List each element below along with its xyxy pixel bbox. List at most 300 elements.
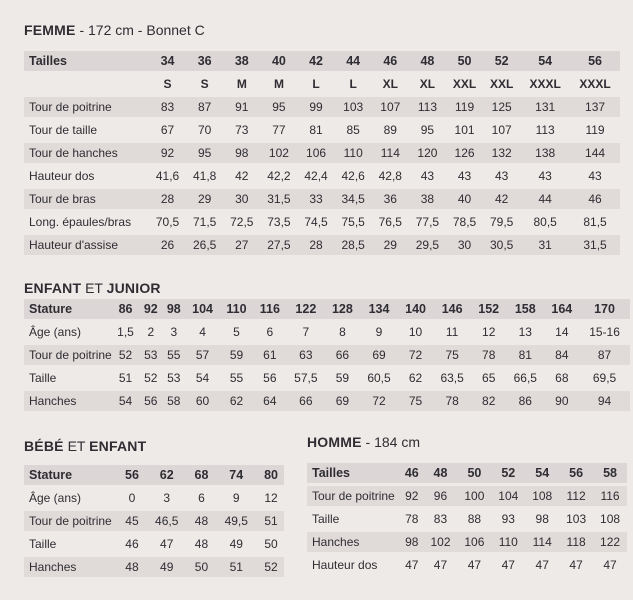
enfant-row-cell: 59 [220,345,253,365]
femme-row-cell: 77,5 [415,215,440,229]
femme-row-cell: 75,5 [341,215,365,229]
homme-row-label: Tour de poitrine [307,486,400,506]
enfant-header-row [24,299,630,319]
homme-row-cell: 78 [405,512,419,526]
femme-row-cell: 101 [454,123,475,137]
femme-row [24,97,620,117]
homme-row-cell: 47 [569,558,583,572]
femme-row-cell: 114 [372,143,409,163]
bebe-row-cell: 12 [264,491,278,505]
enfant-row-cell: 56 [139,391,162,411]
femme-row-cell: 131 [520,97,570,117]
femme-row-cell: 79,5 [490,215,514,229]
femme-row-cell: 34,5 [335,189,372,209]
homme-row-cell: 93 [501,512,515,526]
homme-header-row-cell: 48 [424,463,458,483]
homme-row-cell: 83 [433,512,448,526]
enfant-row-cell: 69 [360,345,399,365]
enfant-row-cell: 62 [408,371,423,385]
bebe-row [24,557,284,577]
femme-row-cell: 92 [149,143,186,163]
femme-row-cell: 30 [446,235,483,255]
enfant-header-row-cell: 116 [253,299,286,319]
femme-header-row-cell: 56 [570,51,620,71]
femme-row-cell: 28 [298,235,335,255]
enfant-row-cell: 52 [144,371,158,385]
femme-row-cell: 42,6 [341,169,365,183]
enfant-row-cell: 53 [139,345,162,365]
femme-row-cell: 78,5 [452,215,477,229]
homme-row-cell: 112 [559,486,593,506]
femme-row-cell: 74,5 [304,215,328,229]
enfant-header-row-cell: 110 [220,299,253,319]
femme-row-cell: 38 [409,189,446,209]
bebe-title-mid: ET [63,438,90,454]
enfant-row-cell: 87 [579,345,630,365]
homme-row-cell: 114 [525,532,559,552]
femme-row-cell: 144 [570,143,620,163]
homme-header-row-cell: 46 [400,463,424,483]
bebe-header-row [24,465,284,485]
enfant-row-cell: 51 [118,371,133,385]
enfant-row [24,322,630,342]
enfant-row-cell: 66 [287,391,326,411]
femme-row-label: Long. épaules/bras [29,215,132,229]
enfant-row-cell: 94 [579,391,630,411]
homme-header-row-label: Tailles [307,463,400,483]
bebe-row-cell: 46 [125,537,139,551]
homme-row [307,555,627,575]
femme-row-label: Tour de hanches [24,143,149,163]
enfant-row-cell: 62 [220,391,253,411]
femme-row-cell: 138 [520,143,570,163]
homme-header-row-cell: 52 [491,463,525,483]
femme-row-cell: 29 [372,235,409,255]
femme-row-cell: 113 [535,123,555,137]
enfant-row-cell: 72 [360,391,399,411]
femme-row-cell: 87 [186,97,223,117]
enfant-row-cell: 56 [263,371,277,385]
femme-row-cell: 67 [160,123,175,137]
bebe-row-cell: 48 [189,511,215,531]
femme-letter-row-cell: S [163,77,172,91]
enfant-row-cell: 69,5 [592,371,617,385]
femme-row [24,212,620,232]
bebe-row-label: Âge (ans) [29,491,82,505]
homme-row-cell: 47 [501,558,515,572]
femme-row-cell: 95 [420,123,435,137]
femme-row-cell: 132 [483,143,520,163]
homme-row-cell: 47 [535,558,549,572]
enfant-row-cell: 54 [195,371,210,385]
femme-row-cell: 70 [198,123,212,137]
homme-row-cell: 110 [491,532,525,552]
enfant-row [24,391,630,411]
femme-row-cell: 43 [495,169,509,183]
femme-row-cell: 27 [223,235,260,255]
enfant-row-cell: 75 [398,391,433,411]
homme-row-cell: 47 [467,558,482,572]
femme-header-row-cell: 46 [372,51,409,71]
enfant-row-cell: 12 [482,325,496,339]
enfant-row-cell: 72 [398,345,433,365]
enfant-row-cell: 55 [229,371,244,385]
femme-letter-row-label [24,74,149,94]
femme-row [24,189,620,209]
femme-letter-row-cell: XL [419,77,436,91]
enfant-row-cell: 10 [408,325,423,339]
femme-row-cell: 72,5 [230,215,254,229]
bebe-row-label: Hanches [24,557,119,577]
enfant-row-cell: 65 [482,371,496,385]
femme-header-row-cell: 42 [298,51,335,71]
enfant-row-cell: 78 [433,391,472,411]
homme-header-row [307,463,627,483]
homme-row-cell: 47 [405,558,419,572]
femme-row-cell: 40 [446,189,483,209]
bebe-row-cell: 50 [189,557,215,577]
enfant-row-cell: 1,5 [117,325,134,339]
enfant-row-label: Hanches [24,391,112,411]
homme-header-row-cell: 58 [593,463,627,483]
homme-row [307,486,627,506]
enfant-row-cell: 14 [555,325,569,339]
femme-row-cell: 26 [149,235,186,255]
femme-letter-row-cell: XXL [452,77,477,91]
enfant-row-cell: 59 [335,371,350,385]
femme-letter-row [24,74,620,94]
femme-row-cell: 30,5 [483,235,520,255]
femme-row-label: Hauteur dos [29,169,95,183]
enfant-row-cell: 66 [325,345,360,365]
femme-row-cell: 102 [260,143,297,163]
femme-row-cell: 77 [272,123,286,137]
enfant-row-cell: 64 [253,391,286,411]
homme-row-cell: 88 [467,512,482,526]
enfant-row-cell: 63 [287,345,326,365]
femme-row-cell: 29 [186,189,223,209]
femme-letter-row-cell: XXL [490,77,514,91]
homme-header-row-cell: 50 [457,463,491,483]
homme-title-bold: HOMME [307,434,362,450]
femme-row [24,143,620,163]
femme-row-cell: 43 [588,169,602,183]
enfant-row-cell: 52 [112,345,140,365]
bebe-row-cell: 50 [264,537,278,551]
homme-row [307,509,627,529]
enfant-row-cell: 7 [302,325,310,339]
femme-row-cell: 73 [235,123,249,137]
bebe-title-bold1: BÉBÉ [24,438,64,454]
femme-row-cell: 126 [446,143,483,163]
femme-row-cell: 42 [235,169,249,183]
enfant-row-cell: 15-16 [589,325,620,339]
femme-row-cell: 103 [335,97,372,117]
femme-letter-row-cell: S [200,77,209,91]
bebe-row-cell: 3 [163,491,171,505]
bebe-row-cell: 49 [145,557,189,577]
femme-row-cell: 28 [149,189,186,209]
homme-row-cell: 104 [491,486,525,506]
femme-row-cell: 30 [223,189,260,209]
bebe-row-cell: 6 [198,491,205,505]
femme-letter-row-cell: M [236,77,247,91]
enfant-row-cell: 53 [167,371,181,385]
enfant-row-cell: 13 [518,325,532,339]
femme-letter-row-cell: XXXL [529,77,561,91]
homme-row [307,532,627,552]
femme-row-cell: 42 [483,189,520,209]
homme-row-cell: 92 [400,486,424,506]
femme-row-cell: 106 [298,143,335,163]
femme-row-cell: 70,5 [155,215,180,229]
enfant-row-cell: 81 [506,345,545,365]
bebe-row-cell: 52 [258,557,284,577]
enfant-header-row-cell: 98 [162,299,185,319]
homme-row-cell: 98 [400,532,424,552]
femme-row-cell: 119 [446,97,483,117]
enfant-row [24,368,630,388]
enfant-row-cell: 58 [162,391,185,411]
bebe-row-cell: 45 [119,511,145,531]
femme-header-row-cell: 52 [483,51,520,71]
femme-row-cell: 76,5 [378,215,402,229]
enfant-row-cell: 3 [170,325,178,339]
femme-letter-row-cell: XXXL [579,77,611,91]
femme-row-cell: 42,8 [378,169,402,183]
homme-row-cell: 106 [457,532,491,552]
enfant-row-cell: 90 [545,391,580,411]
femme-row-label: Hauteur d'assise [24,235,149,255]
enfant-row-cell: 84 [545,345,580,365]
enfant-row-cell: 66,5 [513,371,537,385]
homme-row-cell: 116 [593,486,627,506]
enfant-header-row-label: Stature [24,299,112,319]
bebe-row-cell: 51 [214,557,258,577]
homme-row-cell: 100 [457,486,491,506]
femme-row-cell: 71,5 [193,215,217,229]
femme-row-cell: 43 [457,169,472,183]
homme-row-cell: 108 [600,512,621,526]
femme-row-cell: 27,5 [260,235,297,255]
enfant-header-row-cell: 86 [112,299,140,319]
femme-row-cell: 137 [570,97,620,117]
enfant-header-row-cell: 170 [579,299,630,319]
femme-row-cell: 41,6 [155,169,180,183]
enfant-row-cell: 68 [555,371,569,385]
femme-title-bold: FEMME [24,22,76,38]
femme-row-cell: 107 [372,97,409,117]
enfant-title-bold2: JUNIOR [106,280,161,296]
femme-letter-row-cell: XL [382,77,398,91]
enfant-row-cell: 55 [162,345,185,365]
bebe-title [24,438,146,454]
femme-row-cell: 42,2 [267,169,291,183]
femme-row-cell: 91 [223,97,260,117]
femme-row-cell: 83 [149,97,186,117]
enfant-row-cell: 6 [266,325,274,339]
femme-header-row-cell: 36 [186,51,223,71]
femme-row-cell: 33 [298,189,335,209]
enfant-row-cell: 57 [185,345,220,365]
bebe-header-row-cell: 68 [189,465,215,485]
homme-row-cell: 103 [566,512,587,526]
enfant-header-row-cell: 152 [471,299,506,319]
bebe-title-bold2: ENFANT [89,438,147,454]
femme-row-cell: 119 [585,123,605,137]
enfant-row-cell: 60 [185,391,220,411]
homme-header-row-cell: 54 [525,463,559,483]
femme-row-cell: 73,5 [267,215,291,229]
enfant-row-label: Tour de poitrine [24,345,112,365]
enfant-row-cell: 54 [112,391,140,411]
homme-row-cell: 102 [424,532,458,552]
enfant-row-cell: 60,5 [367,371,391,385]
femme-row-cell: 81 [309,123,323,137]
homme-row-cell: 47 [433,558,448,572]
bebe-row-cell: 48 [194,537,209,551]
femme-row-cell: 36 [372,189,409,209]
enfant-header-row-cell: 128 [325,299,360,319]
femme-row-cell: 85 [346,123,360,137]
femme-row-cell: 81,5 [583,215,607,229]
enfant-row-label: Âge (ans) [29,325,82,339]
femme-title-rest: - 172 cm - Bonnet C [75,22,205,38]
femme-letter-row-cell: L [312,77,320,91]
femme-row-cell: 125 [483,97,520,117]
bebe-row-label: Tour de poitrine [24,511,119,531]
enfant-row-label: Taille [29,371,57,385]
femme-row-cell: 98 [223,143,260,163]
femme-row-cell: 113 [409,97,446,117]
femme-row-cell: 99 [298,97,335,117]
bebe-header-row-cell: 80 [258,465,284,485]
homme-header-row-cell: 56 [559,463,593,483]
femme-header-row-cell: 48 [409,51,446,71]
enfant-header-row-cell: 140 [398,299,433,319]
homme-row-cell: 118 [559,532,593,552]
enfant-header-row-cell: 158 [506,299,545,319]
femme-row-cell: 89 [383,123,397,137]
enfant-title-mid: ET [81,280,107,296]
enfant-row-cell: 69 [325,391,360,411]
enfant-row-cell: 8 [339,325,346,339]
femme-row-cell: 110 [335,143,372,163]
femme-header-row-cell: 40 [260,51,297,71]
bebe-size-table [24,462,284,580]
enfant-row-cell: 2 [147,325,155,339]
femme-row [24,120,620,140]
femme-row-cell: 42,4 [304,169,328,183]
homme-row-label: Hanches [307,532,400,552]
bebe-row-cell: 49 [229,537,243,551]
femme-row-cell: 29,5 [409,235,446,255]
enfant-row-cell: 9 [375,325,383,339]
femme-letter-row-cell: L [349,77,357,91]
femme-title [24,22,205,38]
homme-size-table [307,460,627,578]
femme-row-cell: 46 [570,189,620,209]
femme-header-row-cell: 34 [149,51,186,71]
femme-row [24,235,620,255]
femme-header-row-label: Tailles [24,51,149,71]
femme-row-label: Tour de taille [29,123,98,137]
enfant-row-cell: 78 [471,345,506,365]
femme-letter-row-cell: M [273,77,284,91]
femme-row-cell: 41,8 [193,169,217,183]
homme-row-label: Hauteur dos [312,558,378,572]
femme-header-row [24,51,620,71]
femme-size-table [24,48,620,258]
femme-row-label: Tour de poitrine [24,97,149,117]
femme-row-cell: 43 [538,169,552,183]
femme-header-row-cell: 44 [335,51,372,71]
enfant-row-cell: 86 [506,391,545,411]
homme-row-cell: 96 [424,486,458,506]
enfant-title-bold1: ENFANT [24,280,82,296]
femme-row-cell: 31,5 [260,189,297,209]
bebe-header-row-label: Stature [24,465,119,485]
femme-row-cell: 28,5 [335,235,372,255]
enfant-header-row-cell: 146 [433,299,472,319]
enfant-size-table [24,296,630,414]
enfant-row [24,345,630,365]
enfant-header-row-cell: 134 [360,299,399,319]
homme-row-cell: 98 [535,512,549,526]
bebe-row-cell: 9 [232,491,240,505]
enfant-row-cell: 57,5 [294,371,318,385]
femme-row-cell: 80,5 [533,215,557,229]
femme-row-label: Tour de bras [24,189,149,209]
bebe-row-cell: 51 [258,511,284,531]
bebe-row [24,511,284,531]
enfant-row-cell: 63,5 [440,371,464,385]
enfant-title [24,280,161,296]
homme-row-cell: 47 [603,558,617,572]
femme-row [24,166,620,186]
homme-row-cell: 108 [525,486,559,506]
enfant-header-row-cell: 104 [185,299,220,319]
bebe-row-cell: 48 [119,557,145,577]
femme-row-cell: 95 [186,143,223,163]
homme-row-label: Taille [312,512,340,526]
bebe-row-cell: 0 [128,491,136,505]
femme-row-cell: 26,5 [186,235,223,255]
femme-row-cell: 31,5 [570,235,620,255]
femme-row-cell: 95 [260,97,297,117]
femme-header-row-cell: 38 [223,51,260,71]
femme-row-cell: 44 [520,189,570,209]
bebe-row [24,534,284,554]
bebe-row-cell: 47 [160,537,174,551]
femme-row-cell: 31 [520,235,570,255]
enfant-header-row-cell: 122 [287,299,326,319]
femme-row-cell: 120 [409,143,446,163]
enfant-row-cell: 82 [471,391,506,411]
bebe-header-row-cell: 74 [214,465,258,485]
enfant-row-cell: 11 [445,325,459,339]
femme-header-row-cell: 54 [520,51,570,71]
femme-row-cell: 43 [420,169,435,183]
bebe-row-cell: 49,5 [214,511,258,531]
enfant-header-row-cell: 92 [139,299,162,319]
femme-row-cell: 107 [491,123,512,137]
bebe-header-row-cell: 62 [145,465,189,485]
bebe-row-label: Taille [29,537,57,551]
homme-title-rest: - 184 cm [361,434,421,450]
bebe-row [24,488,284,508]
enfant-row-cell: 4 [199,325,206,339]
